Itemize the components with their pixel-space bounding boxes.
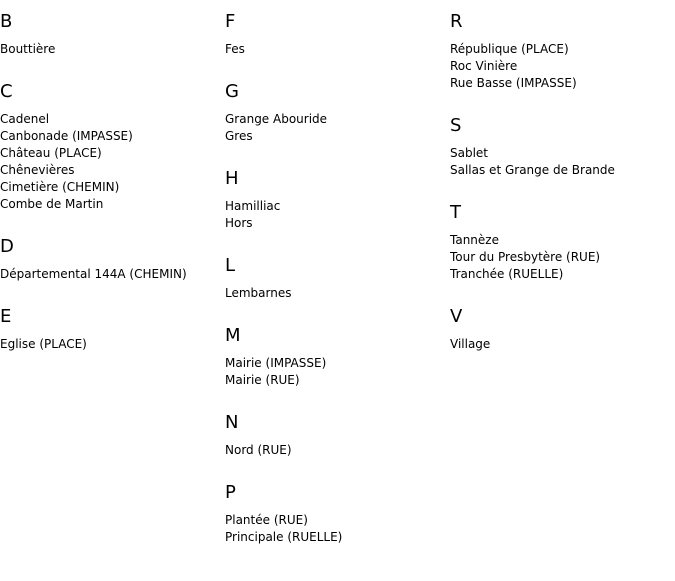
- street-link[interactable]: Gres: [225, 129, 253, 143]
- group-letter-heading: L: [225, 255, 236, 276]
- group-spacer: [450, 353, 675, 365]
- street-link[interactable]: Bouttière: [0, 42, 56, 56]
- street-link[interactable]: Tour du Presbytère (RUE): [450, 250, 601, 264]
- letter-group: [450, 115, 675, 191]
- street-link[interactable]: République (PLACE): [450, 42, 569, 56]
- group-letter-heading: F: [225, 11, 236, 32]
- street-link[interactable]: Mairie (IMPASSE): [225, 356, 327, 370]
- group-letter-heading: N: [225, 412, 239, 433]
- group-letter-heading: S: [450, 115, 462, 136]
- group-spacer: [225, 302, 450, 314]
- group-spacer: [0, 353, 225, 365]
- group-spacer: [0, 58, 225, 70]
- street-list: [0, 41, 225, 58]
- letter-group: [0, 236, 225, 295]
- street-link[interactable]: Lembarnes: [225, 286, 292, 300]
- street-list: [225, 512, 450, 546]
- street-list: [450, 145, 675, 179]
- street-link[interactable]: Combe de Martin: [0, 197, 104, 211]
- group-letter-heading: M: [225, 325, 241, 346]
- street-link[interactable]: Plantée (RUE): [225, 513, 308, 527]
- group-letter-heading: P: [225, 482, 236, 503]
- street-list: [225, 285, 450, 302]
- group-letter-heading: D: [0, 236, 14, 257]
- group-spacer: [225, 232, 450, 244]
- group-letter-heading: R: [450, 11, 463, 32]
- group-spacer: [225, 145, 450, 157]
- street-list: [225, 41, 450, 58]
- street-link[interactable]: Château (PLACE): [0, 146, 102, 160]
- street-list: [225, 355, 450, 389]
- street-list: [225, 442, 450, 459]
- street-link[interactable]: Mairie (RUE): [225, 373, 300, 387]
- street-link[interactable]: Rue Basse (IMPASSE): [450, 76, 577, 90]
- street-link[interactable]: Hors: [225, 216, 253, 230]
- group-letter-heading: V: [450, 306, 463, 327]
- street-list: [225, 111, 450, 145]
- street-link[interactable]: Eglise (PLACE): [0, 337, 87, 351]
- group-spacer: [450, 92, 675, 104]
- street-link[interactable]: Hamilliac: [225, 199, 281, 213]
- street-link[interactable]: Fes: [225, 42, 245, 56]
- group-letter-heading: T: [450, 202, 461, 223]
- street-list: [0, 111, 225, 213]
- street-list: [225, 198, 450, 232]
- street-link[interactable]: Roc Vinière: [450, 59, 518, 73]
- street-list: [450, 232, 675, 283]
- street-link[interactable]: Tannèze: [450, 233, 499, 247]
- letter-group: [0, 306, 225, 365]
- street-list: [0, 266, 225, 283]
- group-letter-heading: G: [225, 81, 239, 102]
- group-spacer: [225, 546, 450, 558]
- letter-group: [0, 11, 225, 70]
- street-link[interactable]: Village: [450, 337, 491, 351]
- street-link[interactable]: Cimetière (CHEMIN): [0, 180, 120, 194]
- street-link[interactable]: Chênevières: [0, 163, 75, 177]
- street-link[interactable]: Cadenel: [0, 112, 50, 126]
- group-letter-heading: C: [0, 81, 13, 102]
- letter-group: [225, 482, 450, 558]
- group-spacer: [225, 459, 450, 471]
- street-link[interactable]: Nord (RUE): [225, 443, 292, 457]
- letter-group: [450, 11, 675, 104]
- letter-group: [225, 11, 450, 70]
- group-letter-heading: B: [0, 11, 13, 32]
- letter-group: [450, 202, 675, 295]
- street-link[interactable]: Grange Abouride: [225, 112, 328, 126]
- street-link[interactable]: Sablet: [450, 146, 489, 160]
- group-spacer: [0, 283, 225, 295]
- group-spacer: [450, 283, 675, 295]
- street-link[interactable]: Tranchée (RUELLE): [450, 267, 564, 281]
- street-link[interactable]: Sallas et Grange de Brande: [450, 163, 615, 177]
- letter-group: [225, 255, 450, 314]
- street-link[interactable]: Départemental 144A (CHEMIN): [0, 267, 187, 281]
- letter-group: [450, 306, 675, 365]
- letter-group: [225, 168, 450, 244]
- group-spacer: [225, 58, 450, 70]
- group-letter-heading: H: [225, 168, 239, 189]
- street-column-2: [225, 0, 450, 558]
- group-spacer: [225, 389, 450, 401]
- street-list: [450, 336, 675, 353]
- street-list: [450, 41, 675, 92]
- street-link[interactable]: Principale (RUELLE): [225, 530, 343, 544]
- group-spacer: [450, 179, 675, 191]
- group-letter-heading: E: [0, 306, 12, 327]
- street-column-1: [0, 0, 225, 365]
- street-link[interactable]: Canbonade (IMPASSE): [0, 129, 133, 143]
- letter-group: [225, 81, 450, 157]
- street-column-3: [450, 0, 675, 365]
- letter-group: [225, 412, 450, 471]
- street-list: [0, 336, 225, 353]
- group-spacer: [0, 213, 225, 225]
- letter-group: [0, 81, 225, 225]
- letter-group: [225, 325, 450, 401]
